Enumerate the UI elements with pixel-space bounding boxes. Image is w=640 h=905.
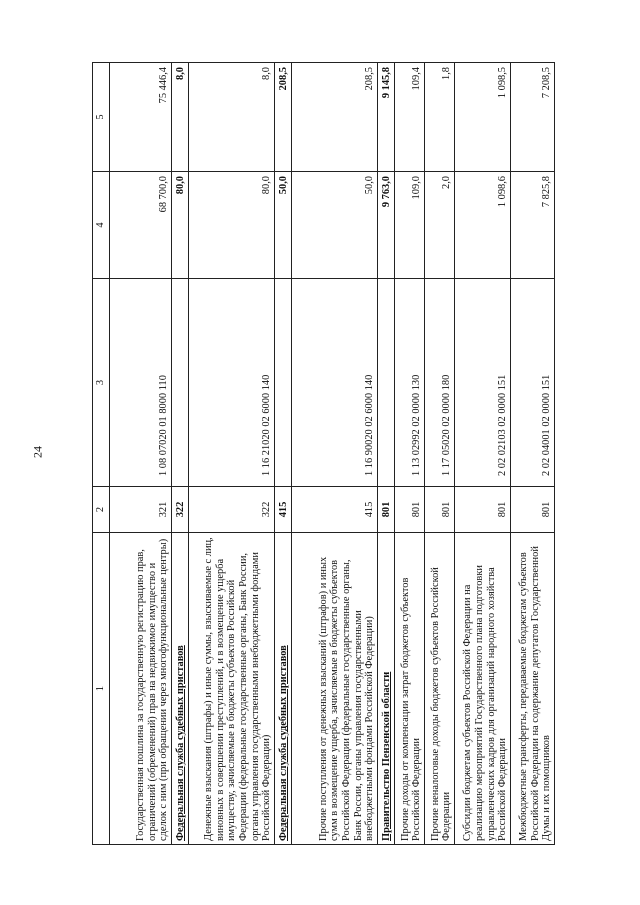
row-col5-value: 109,4	[395, 63, 425, 172]
rotated-table-container	[92, 63, 553, 845]
row-col4-value: 7 825,8	[511, 172, 555, 279]
row-admin-code: 321	[110, 487, 172, 533]
row-admin-code: 801	[425, 487, 455, 533]
row-budget-code: 1 16 21020 02 6000 140	[189, 279, 275, 487]
table-header-row	[93, 63, 110, 845]
table-row-section	[378, 63, 395, 845]
header-col-4: 4	[93, 172, 110, 279]
row-admin-code: 801	[511, 487, 555, 533]
row-col4-value: 68 700,0	[110, 172, 172, 279]
section-admin-code: 415	[275, 487, 292, 533]
row-col5-value: 1,8	[425, 63, 455, 172]
table-row	[425, 63, 455, 845]
row-budget-code: 1 13 02992 02 0000 130	[395, 279, 425, 487]
section-name: Правительство Пензенской области	[378, 533, 395, 845]
section-col5-value: 8,0	[172, 63, 189, 172]
row-budget-code: 2 02 02103 02 0000 151	[455, 279, 511, 487]
row-col5-value: 7 208,5	[511, 63, 555, 172]
section-admin-code: 801	[378, 487, 395, 533]
table-row	[395, 63, 425, 845]
table-viewport	[92, 63, 553, 845]
row-col5-value: 1 098,5	[455, 63, 511, 172]
row-budget-code: 1 17 05020 02 0000 180	[425, 279, 455, 487]
section-col4-value: 9 763,0	[378, 172, 395, 279]
table-row	[292, 63, 378, 845]
row-col5-value: 8,0	[189, 63, 275, 172]
header-col-2: 2	[93, 487, 110, 533]
row-budget-code: 1 08 07020 01 8000 110	[110, 279, 172, 487]
row-name: Государственная пошлина за государственную регистрацию прав, ограничений (обременений) прав на недвижимое имущество и сделок с ним (при обращении через многофункциональные центры)	[110, 533, 172, 845]
row-col4-value: 2,0	[425, 172, 455, 279]
table-row-section	[275, 63, 292, 845]
row-col4-value: 1 098,6	[455, 172, 511, 279]
row-name: Прочие поступления от денежных взысканий (штрафов) и иных сумм в возмещение ущерба, зачисляемые в бюджеты субъектов Российской Федерации (федеральные государственные органы, Банк России, органы управления государственными внебюджетными фондами Российской Федерации)	[292, 533, 378, 845]
row-budget-code: 2 02 04001 02 0000 151	[511, 279, 555, 487]
row-col4-value: 80,0	[189, 172, 275, 279]
section-name: Федеральная служба судебных приставов	[275, 533, 292, 845]
section-col4-value: 50,0	[275, 172, 292, 279]
table-row	[511, 63, 555, 845]
table-row	[189, 63, 275, 845]
page-number: 24	[30, 446, 45, 458]
row-col5-value: 75 446,4	[110, 63, 172, 172]
header-col-3: 3	[93, 279, 110, 487]
row-admin-code: 322	[189, 487, 275, 533]
row-col4-value: 109,0	[395, 172, 425, 279]
section-budget-code	[172, 279, 189, 487]
row-admin-code: 415	[292, 487, 378, 533]
table-row	[110, 63, 172, 845]
row-admin-code: 801	[395, 487, 425, 533]
section-admin-code: 322	[172, 487, 189, 533]
section-col4-value: 80,0	[172, 172, 189, 279]
row-name: Прочие неналоговые доходы бюджетов субъектов Российской Федерации	[425, 533, 455, 845]
section-col5-value: 9 145,8	[378, 63, 395, 172]
revenue-table	[92, 62, 555, 845]
table-row-section	[172, 63, 189, 845]
section-budget-code	[378, 279, 395, 487]
section-budget-code	[275, 279, 292, 487]
section-name: Федеральная служба судебных приставов	[172, 533, 189, 845]
section-col5-value: 208,5	[275, 63, 292, 172]
row-col5-value: 208,5	[292, 63, 378, 172]
header-col-5: 5	[93, 63, 110, 172]
row-name: Субсидии бюджетам субъектов Российской Федерации на реализацию мероприятий Государственного плана подготовки управленческих кадров для организаций народного хозяйства Российской Федерации	[455, 533, 511, 845]
row-name: Межбюджетные трансферты, передаваемые бюджетам субъектов Российской Федерации на содержание депутатов Государственной Думы и их помощников	[511, 533, 555, 845]
row-budget-code: 1 16 90020 02 6000 140	[292, 279, 378, 487]
row-col4-value: 50,0	[292, 172, 378, 279]
row-name: Денежные взыскания (штрафы) и иные суммы, взыскиваемые с лиц, виновных в совершении преступлений, и в возмещение ущерба имуществу, зачисляемые в бюджеты субъектов Российской Федерации (федеральные государственные органы, Банк России, органы управления государственными внебюджетными фондами Российской Федерации)	[189, 533, 275, 845]
row-name: Прочие доходы от компенсации затрат бюджетов субъектов Российской Федерации	[395, 533, 425, 845]
row-admin-code: 801	[455, 487, 511, 533]
table-row	[455, 63, 511, 845]
header-col-1: 1	[93, 533, 110, 845]
